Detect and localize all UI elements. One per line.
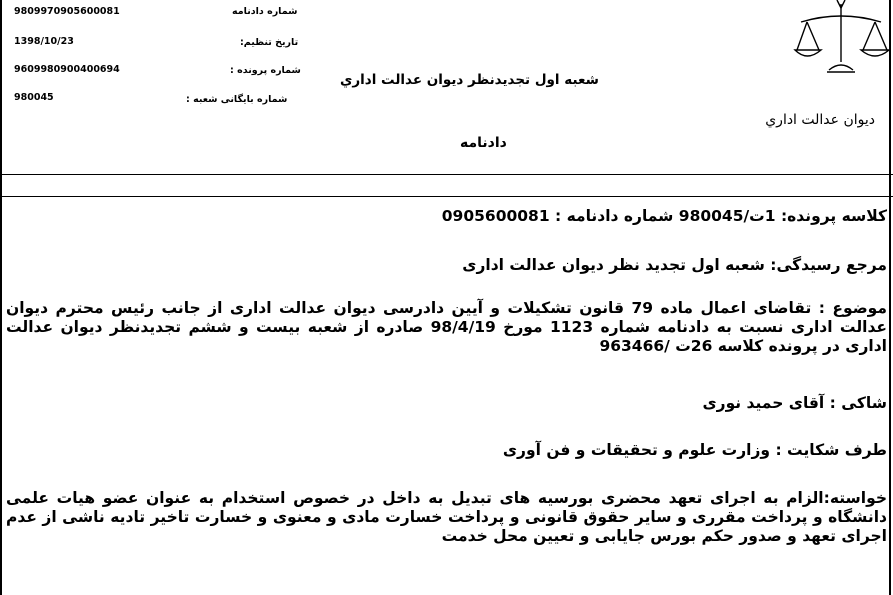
case-number-label: شماره پرونده : [230,65,301,76]
divider [0,196,893,197]
verdict-number-label: شماره دادنامه [232,6,298,17]
document-title: دادنامه [460,135,507,151]
archive-number-label: شماره بایگانی شعبه : [186,94,288,105]
issue-date-label: تاریخ تنظیم: [240,37,299,48]
divider [0,174,893,175]
scales-of-justice-icon [793,0,889,76]
case-number-value: 9609980900400694 [14,64,120,75]
issue-date-value: 1398/10/23 [14,36,74,47]
subject-paragraph: موضوع : تقاضای اعمال ماده 79 قانون تشکیلات و آیین دادرسی دیوان عدالت اداری از جانب رئیس محترم دیوان عدالت اداری نسبت به دادنامه شماره 1123 مورخ 98/4/19 صادره از شعبه بیست و ششم تجدیدنظر دیوان عدالت اداری در پرونده کلاسه 26ت /963466 [6,299,888,355]
case-class-line: کلاسه پرونده: 1ت/980045 شماره دادنامه : 0905600081 [441,207,887,225]
court-name: دیوان عدالت اداري [765,112,875,128]
plaintiff-line: شاکی : آقای حمید نوری [702,394,887,412]
branch-title: شعبه اول تجدیدنظر دیوان عدالت اداري [340,72,599,88]
archive-number-value: 980045 [14,92,54,103]
verdict-number-value: 9809970905600081 [14,6,120,17]
reference-line: مرجع رسیدگی: شعبه اول تجدید نظر دیوان عدالت اداری [462,256,887,274]
defendant-line: طرف شکایت : وزارت علوم و تحقیقات و فن آوری [502,441,887,459]
request-paragraph: خواسته:الزام به اجرای تعهد محضری بورسیه های تبدیل به داخل در خصوص استخدام به عنوان عضو هیات علمی دانشگاه و پرداخت مقرری و سایر حقوق قانونی و پرداخت خسارت مادی و معنوی و خسارت تاخیر تادیه ناشی از عدم اجرای تعهد و صدور حکم بورس جایابی و تعیین محل خدمت [6,489,887,545]
